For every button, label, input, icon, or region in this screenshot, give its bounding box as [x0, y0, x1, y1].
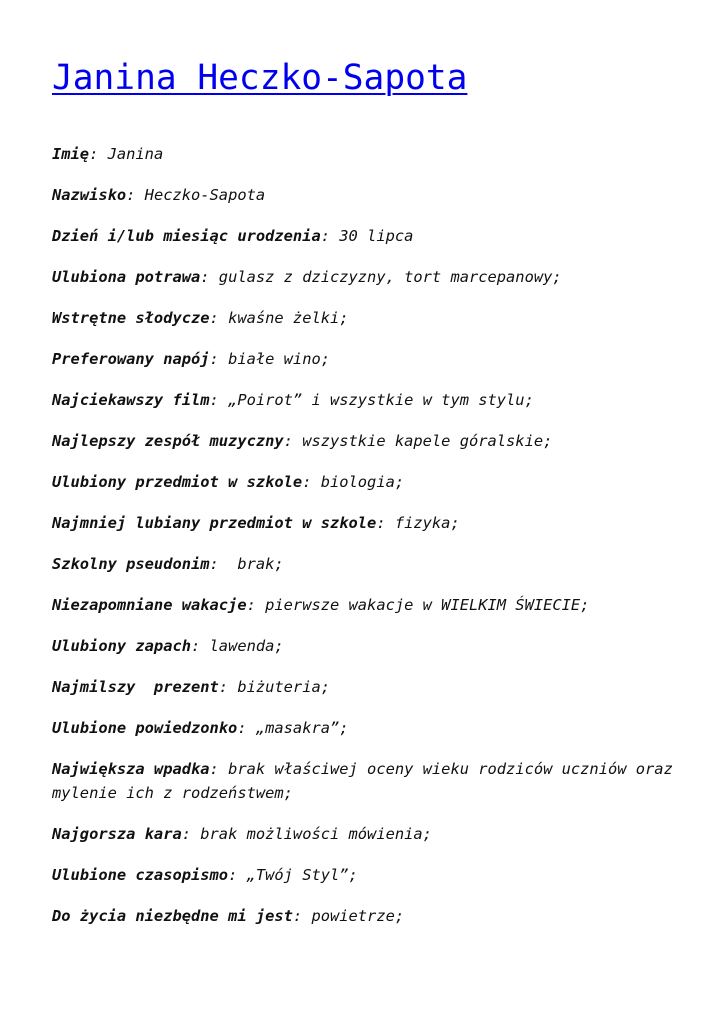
entry-label: Niezapomniane wakacje	[52, 596, 247, 614]
entry-value: : kwaśne żelki;	[209, 309, 349, 327]
entry-value: : brak właściwej oceny wieku rodziców uczniów oraz mylenie ich z rodzeństwem;	[52, 760, 683, 802]
entry-value: : „masakra”;	[237, 719, 349, 737]
entry-label: Dzień i/lub miesiąc urodzenia	[52, 227, 321, 245]
entry-urodziny	[52, 224, 692, 248]
entry-value: : lawenda;	[191, 637, 284, 655]
page-title-link[interactable]: Janina Heczko-Sapota	[52, 58, 468, 98]
entry-napoj	[52, 347, 692, 371]
entry-label: Najlepszy zespół muzyczny	[52, 432, 284, 450]
entry-value: : „Poirot” i wszystkie w tym stylu;	[209, 391, 534, 409]
entry-label: Ulubiony zapach	[52, 637, 191, 655]
entry-value: : „Twój Styl”;	[228, 866, 358, 884]
entry-value: : brak możliwości mówienia;	[181, 825, 432, 843]
document-page	[52, 54, 692, 945]
entry-label: Najgorsza kara	[52, 825, 182, 843]
entry-potrawa	[52, 265, 692, 289]
entry-zapach	[52, 634, 692, 658]
entry-nielubiany-przedmiot	[52, 511, 692, 535]
entry-niezbedne	[52, 904, 692, 928]
entry-value: : brak;	[209, 555, 284, 573]
profile-entries	[52, 142, 692, 928]
entry-value: : białe wino;	[209, 350, 330, 368]
entry-label: Najciekawszy film	[52, 391, 210, 409]
entry-value: : powietrze;	[292, 907, 405, 925]
entry-label: Szkolny pseudonim	[52, 555, 210, 573]
entry-label: Do życia niezbędne mi jest	[52, 907, 293, 925]
entry-label: Najmniej lubiany przedmiot w szkole	[52, 514, 377, 532]
entry-wakacje	[52, 593, 692, 617]
entry-value: : 30 lipca	[320, 227, 414, 245]
entry-value: : fizyka;	[376, 514, 460, 532]
entry-label: Imię	[52, 145, 90, 163]
entry-prezent	[52, 675, 692, 699]
entry-label: Wstrętne słodycze	[52, 309, 210, 327]
entry-label: Ulubiony przedmiot w szkole	[52, 473, 303, 491]
entry-value: : biologia;	[302, 473, 405, 491]
entry-value: : Heczko-Sapota	[126, 186, 266, 204]
entry-label: Ulubione powiedzonko	[52, 719, 238, 737]
entry-label: Najmilszy prezent	[52, 678, 219, 696]
entry-imie	[52, 142, 692, 166]
entry-label: Ulubiona potrawa	[52, 268, 201, 286]
entry-czasopismo	[52, 863, 692, 887]
entry-value: : gulasz z dziczyzny, tort marcepanowy;	[200, 268, 562, 286]
entry-kara	[52, 822, 692, 846]
entry-value: : Janina	[89, 145, 164, 163]
entry-label: Preferowany napój	[52, 350, 210, 368]
entry-film	[52, 388, 692, 412]
entry-value: : pierwsze wakacje w WIELKIM ŚWIECIE;	[246, 596, 590, 614]
entry-ulubiony-przedmiot	[52, 470, 692, 494]
entry-label: Największa wpadka	[52, 760, 210, 778]
entry-label: Nazwisko	[52, 186, 127, 204]
entry-nazwisko	[52, 183, 692, 207]
entry-pseudonim	[52, 552, 692, 576]
entry-wpadka	[52, 757, 692, 805]
entry-slodycze	[52, 306, 692, 330]
entry-value: : biżuteria;	[218, 678, 330, 696]
entry-value: : wszystkie kapele góralskie;	[283, 432, 553, 450]
entry-zespol	[52, 429, 692, 453]
entry-label: Ulubione czasopismo	[52, 866, 229, 884]
entry-powiedzonko	[52, 716, 692, 740]
